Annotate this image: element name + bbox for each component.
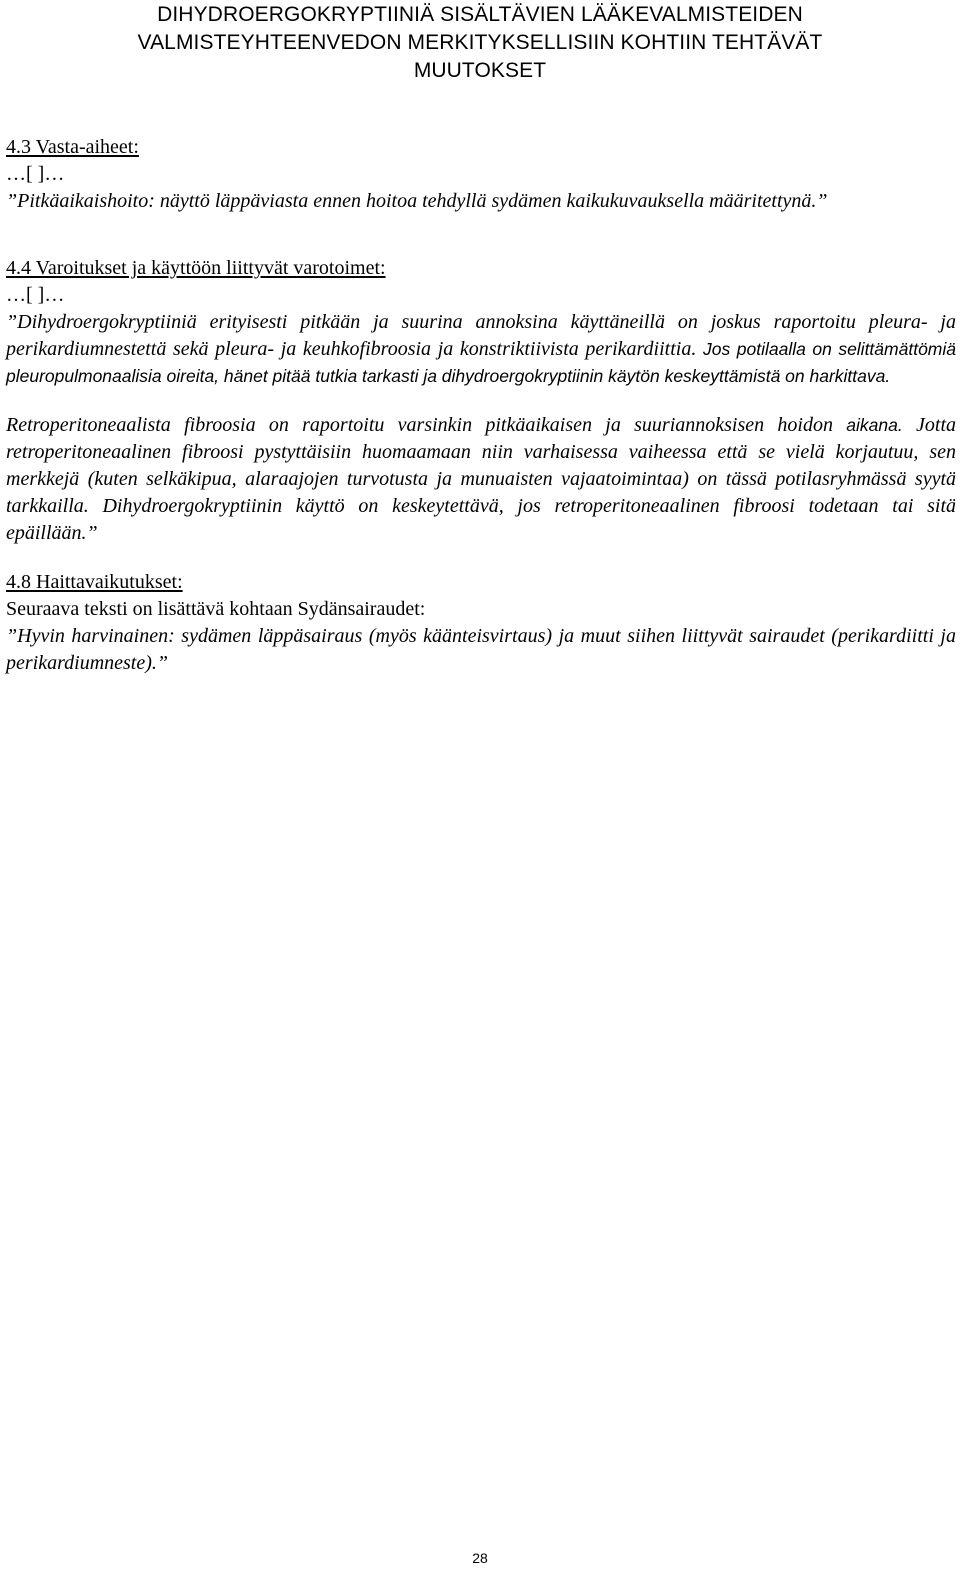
section-4-8-heading: 4.8 Haittavaikutukset:: [6, 571, 183, 593]
page-number: 28: [472, 1550, 488, 1566]
section-4-8: [6, 569, 956, 677]
section-4-8-text: ”Hyvin harvinainen: sydämen läppäsairaus (myös käänteisvirtaus) ja muut siihen liittyvät sairaudet (perikardiitti ja perikardiumneste).”: [6, 625, 956, 674]
title-line-2: VALMISTEYHTEENVEDON MERKITYKSELLISIIN KOHTIIN TEHTÄVÄT: [137, 31, 823, 54]
title-line-1: DIHYDROERGOKRYPTIINIÄ SISÄLTÄVIEN LÄÄKEVALMISTEIDEN: [157, 3, 803, 26]
document-body: [6, 134, 956, 677]
section-4-4-paragraph-1: [6, 309, 956, 390]
section-4-8-intro: Seuraava teksti on lisättävä kohtaan Sydänsairaudet:: [6, 598, 426, 620]
section-4-3-text: ”Pitkäaikaishoito: näyttö läppäviasta ennen hoitoa tehdyllä sydämen kaikukuvauksella määritettynä.”: [6, 190, 828, 212]
section-4-4: [6, 255, 956, 547]
section-4-4-paragraph-1-italic: ”Dihydroergokryptiiniä erityisesti pitkään ja suurina annoksina käyttäneillä on joskus raportoitu pleura- ja perikardiumnestettä sekä pleura- ja keuhkofibroosia ja konstriktiivista perikardiittia.: [6, 311, 956, 360]
section-4-4-heading: 4.4 Varoitukset ja käyttöön liittyvät varotoimet:: [6, 257, 386, 279]
section-4-4-paragraph-2-sans: aikana.: [846, 415, 903, 435]
section-4-4-paragraph-1-sans: Jos potilaalla on selittämättömiä pleuropulmonaalisia oireita, hänet pitää tutkia tarkasti ja dihydroergokryptiinin käytön keskeyttämistä on harkittava.: [6, 339, 956, 386]
section-4-3-heading: 4.3 Vasta-aiheet:: [6, 136, 139, 158]
section-4-3-ellipsis: …[ ]…: [6, 163, 65, 185]
section-4-4-paragraph-2: [6, 412, 956, 547]
document-title: [0, 1, 960, 85]
section-4-3: [6, 134, 956, 215]
section-4-4-paragraph-2-italic: Jotta retroperitoneaalinen fibroosi pystyttäisiin huomaamaan niin varhaisessa vaiheessa että se vielä korjautuu, sen merkkejä (kuten selkäkipua, alaraajojen turvotusta ja munuaisten vajaatoimintaa) on tässä potilasryhmässä syytä tarkkailla. Dihydroergokryptiinin käyttö on keskeytettävä, jos retroperitoneaalinen fibroosi todetaan tai sitä epäillään.”: [6, 414, 957, 544]
title-line-3: MUUTOKSET: [413, 59, 547, 82]
section-4-4-ellipsis: …[ ]…: [6, 284, 65, 306]
section-4-4-paragraph-2-serif: Retroperitoneaalista fibroosia on raportoitu varsinkin pitkäaikaisen ja suuriannoksisen hoidon: [6, 414, 833, 436]
